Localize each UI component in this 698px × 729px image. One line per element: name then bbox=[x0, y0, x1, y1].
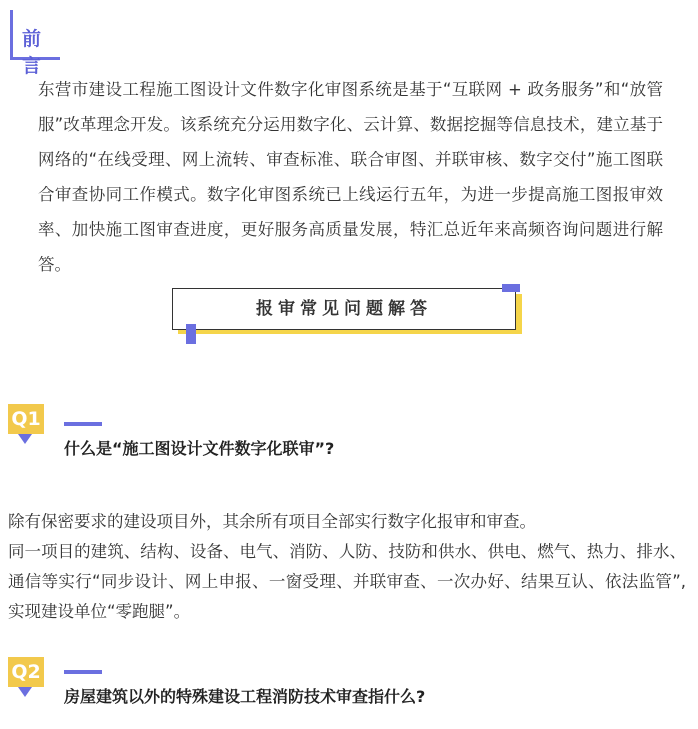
badge-pointer-icon bbox=[18, 434, 32, 444]
preface-paragraph: 东营市建设工程施工图设计文件数字化审图系统是基于“互联网 + 政务服务”和“放管服”改革理念开发。该系统充分运用数字化、云计算、数据挖掘等信息技术，建立基于网络的“在线受理、网上流转、审查标准、联合审图、并联审核、数字交付”施工图联合审查协同工作模式。数字化审图系统已上线运行五年，为进一步提高施工图报审效率、加快施工图审查进度，更好服务高质量发展，特汇总近年来高频咨询问题进行解答。 bbox=[38, 80, 663, 274]
frame-vertical-bar bbox=[10, 10, 13, 60]
q1-badge-label: Q1 bbox=[11, 408, 41, 430]
q2-badge bbox=[8, 657, 44, 699]
q1-answer-line-2: 同一项目的建筑、结构、设备、电气、消防、人防、技防和供水、供电、燃气、热力、排水、通信等实行“同步设计、网上申报、一窗受理、并联审查、一次办好、结果互认、依法监管”,实现建设单位“零跑腿”。 bbox=[8, 542, 686, 621]
banner-accent-top-right bbox=[502, 284, 520, 292]
q1-title: 什么是“施工图设计文件数字化联审”? bbox=[64, 439, 335, 458]
faq-banner bbox=[172, 288, 526, 342]
q1-badge bbox=[8, 404, 44, 446]
q2-accent-line bbox=[64, 670, 102, 674]
q1-answer-line-1: 除有保密要求的建设项目外，其余所有项目全部实行数字化报审和审查。 bbox=[8, 512, 536, 531]
badge-pointer-icon bbox=[18, 687, 32, 697]
q1-accent-line bbox=[64, 422, 102, 426]
q2-badge-label: Q2 bbox=[11, 661, 41, 683]
banner-accent-bottom-left bbox=[186, 324, 196, 344]
preface-heading-frame bbox=[10, 10, 60, 77]
q2-title: 房屋建筑以外的特殊建设工程消防技术审查指什么? bbox=[64, 687, 426, 706]
banner-title: 报审常见问题解答 bbox=[256, 299, 432, 319]
preface-heading: 前言 bbox=[22, 28, 43, 77]
